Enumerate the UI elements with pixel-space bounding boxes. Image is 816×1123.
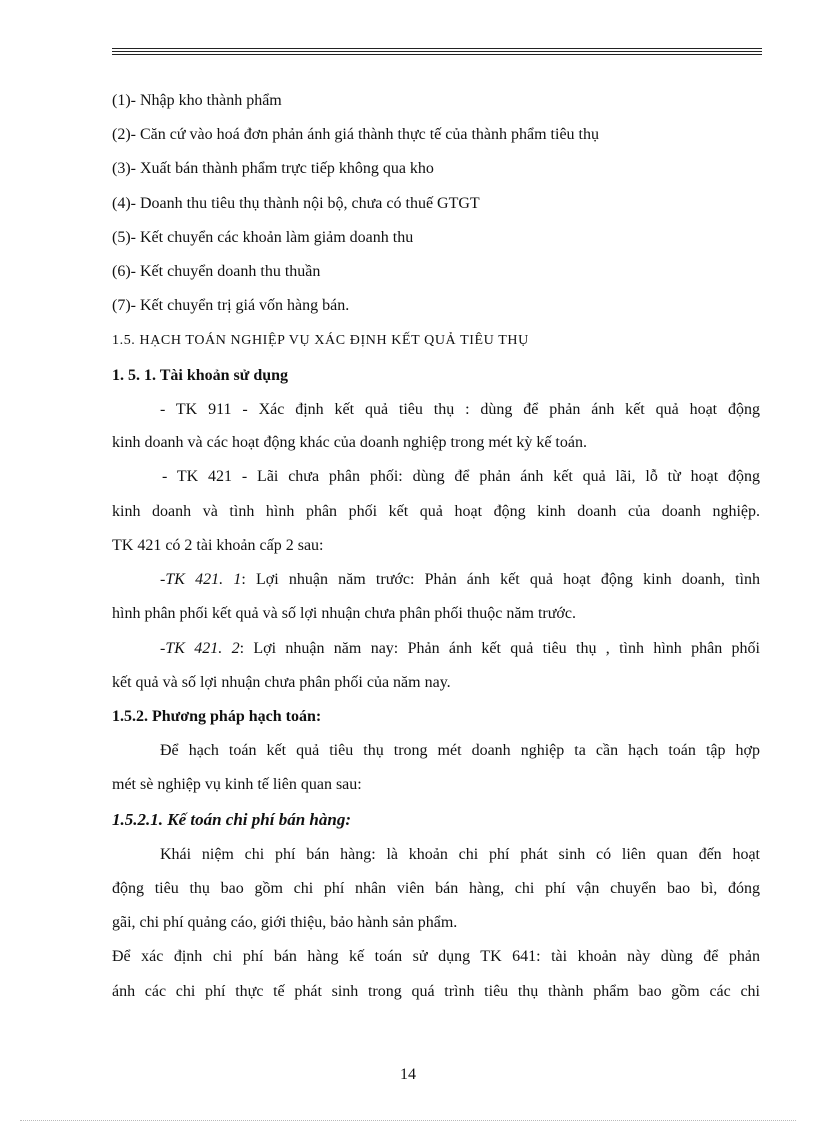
paragraph-line: kinh doanh và các hoạt động khác của doanh nghiệp trong mét kỳ kế toán. [112, 434, 587, 451]
paragraph-line: kết quả và số lợi nhuận chưa phân phối của năm nay. [112, 674, 451, 691]
list-item: (2)- Căn cứ vào hoá đơn phản ánh giá thành thực tế của thành phẩm tiêu thụ [112, 126, 599, 143]
section-heading: 1.5. HẠCH TOÁN NGHIỆP VỤ XÁC ĐỊNH KẾT QUẢ TIÊU THỤ [112, 333, 529, 348]
paragraph-line: ánh các chi phí thực tế phát sinh trong quá trình tiêu thụ thành phẩm bao gồm các chi [112, 983, 760, 1000]
account-code: TK 421. 1 [165, 571, 242, 588]
paragraph-line [160, 639, 760, 659]
list-item: (5)- Kết chuyển các khoản làm giảm doanh thu [112, 229, 414, 246]
list-item: (4)- Doanh thu tiêu thụ thành nội bộ, chưa có thuế GTGT [112, 195, 480, 212]
list-item: (3)- Xuất bán thành phẩm trực tiếp không qua kho [112, 160, 434, 177]
paragraph-line: Để xác định chi phí bán hàng kế toán sử dụng TK 641: tài khoản này dùng để phản [112, 948, 760, 965]
subsection-heading: 1.5.2.1. Kế toán chi phí bán hàng: [112, 810, 351, 829]
paragraph-text: : Lợi nhuận năm trước: Phản ánh kết quả hoạt động kinh doanh, tình [241, 571, 760, 588]
account-code: TK 421. 2 [165, 640, 240, 657]
paragraph-line: - TK 911 - Xác định kết quả tiêu thụ : dùng để phản ánh kết quả hoạt động [160, 401, 760, 418]
dash: - [160, 571, 166, 588]
footer-divider [20, 1120, 796, 1121]
paragraph-line: hình phân phối kết quả và số lợi nhuận chưa phân phối thuộc năm trước. [112, 605, 576, 622]
paragraph-line: Khái niệm chi phí bán hàng: là khoản chi phí phát sinh có liên quan đến hoạt [160, 846, 760, 863]
paragraph-line: gãi, chi phí quảng cáo, giới thiệu, bảo hành sản phẩm. [112, 914, 458, 931]
subsection-heading: 1.5.2. Phương pháp hạch toán: [112, 708, 322, 725]
paragraph-line: kinh doanh và tình hình phân phối kết quả hoạt động kinh doanh của doanh nghiệp. [112, 503, 760, 520]
page-number: 14 [400, 1066, 416, 1083]
paragraph-line: - TK 421 - Lãi chưa phân phối: dùng để phản ánh kết quả lãi, lỗ từ hoạt động [162, 468, 760, 485]
paragraph-text: : Lợi nhuận năm nay: Phản ánh kết quả tiêu thụ , tình hình phân phối [239, 640, 761, 657]
paragraph-line [160, 570, 760, 590]
list-item: (1)- Nhập kho thành phẩm [112, 92, 282, 109]
paragraph-line: mét sè nghiệp vụ kinh tế liên quan sau: [112, 776, 362, 793]
list-item: (6)- Kết chuyển doanh thu thuần [112, 263, 321, 280]
paragraph-line: TK 421 có 2 tài khoản cấp 2 sau: [112, 537, 324, 554]
dash: - [160, 640, 166, 657]
paragraph-line: Để hạch toán kết quả tiêu thụ trong mét doanh nghiệp ta cần hạch toán tập hợp [160, 742, 760, 759]
list-item: (7)- Kết chuyển trị giá vốn hàng bán. [112, 297, 350, 314]
subsection-heading: 1. 5. 1. Tài khoản sử dụng [112, 367, 289, 384]
paragraph-line: động tiêu thụ bao gồm chi phí nhân viên bán hàng, chi phí vận chuyển bao bì, đóng [112, 880, 760, 897]
